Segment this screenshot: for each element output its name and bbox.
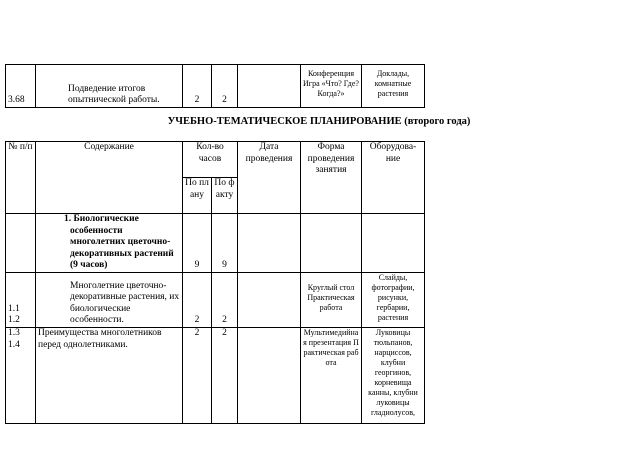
row-hours-fact: 2 — [212, 65, 238, 108]
header-fact: По факту — [212, 178, 238, 214]
row-form: Мультимедийная презентация Практическая работа — [301, 327, 362, 423]
header-equipment: Оборудова-ние — [362, 142, 425, 214]
row-content: Преимущества многолетников перед однолетниками. — [36, 327, 183, 423]
table-row — [6, 65, 425, 108]
row-hours-fact: 2 — [212, 327, 238, 423]
header-content: Содержание — [36, 142, 183, 214]
previous-plan-table — [5, 64, 425, 108]
row-hours-plan: 9 — [183, 214, 212, 273]
table-row — [6, 272, 425, 327]
header-plan: По плану — [183, 178, 212, 214]
row-form — [301, 214, 362, 273]
header-row — [6, 142, 425, 178]
row-number: 1.3 1.4 — [6, 327, 36, 423]
row-date — [238, 214, 301, 273]
row-number: 3.68 — [6, 65, 36, 108]
row-content: Многолетние цветочно-декоративные растения, их биологические особенности. — [36, 272, 183, 327]
row-hours-fact: 2 — [212, 272, 238, 327]
row-form: Конференция Игра «Что? Где? Когда?» — [301, 65, 362, 108]
row-equipment — [362, 214, 425, 273]
row-number — [6, 214, 36, 273]
row-hours-plan: 2 — [183, 272, 212, 327]
row-hours-fact: 9 — [212, 214, 238, 273]
row-content: Подведение итогов опытнической работы. — [36, 65, 183, 108]
row-equipment: Луковицы тюльпанов, нарциссов, клубни георгинов, корневища канны, клубни луковицы гладиолусов, — [362, 327, 425, 423]
header-num: № п/п — [6, 142, 36, 214]
row-equipment: Доклады, комнатные растения — [362, 65, 425, 108]
thematic-plan-table — [5, 141, 425, 424]
header-form: Форма проведения занятия — [301, 142, 362, 214]
row-date — [238, 65, 301, 108]
row-date — [238, 272, 301, 327]
header-date: Дата проведения — [238, 142, 301, 214]
header-hours: Кол-во часов — [183, 142, 238, 178]
row-content: 1. Биологические особенности многолетних цветочно-декоративных растений (9 часов) — [36, 214, 183, 273]
row-date — [238, 327, 301, 423]
table-row — [6, 327, 425, 423]
section-heading: УЧЕБНО-ТЕМАТИЧЕСКОЕ ПЛАНИРОВАНИЕ (второго года) — [167, 116, 471, 127]
row-hours-plan: 2 — [183, 327, 212, 423]
row-number: 1.1 1.2 — [6, 272, 36, 327]
table-row — [6, 214, 425, 273]
row-equipment: Слайды, фотографии, рисунки, гербарии, растения — [362, 272, 425, 327]
row-form: Круглый стол Практическая работа — [301, 272, 362, 327]
row-hours-plan: 2 — [183, 65, 212, 108]
